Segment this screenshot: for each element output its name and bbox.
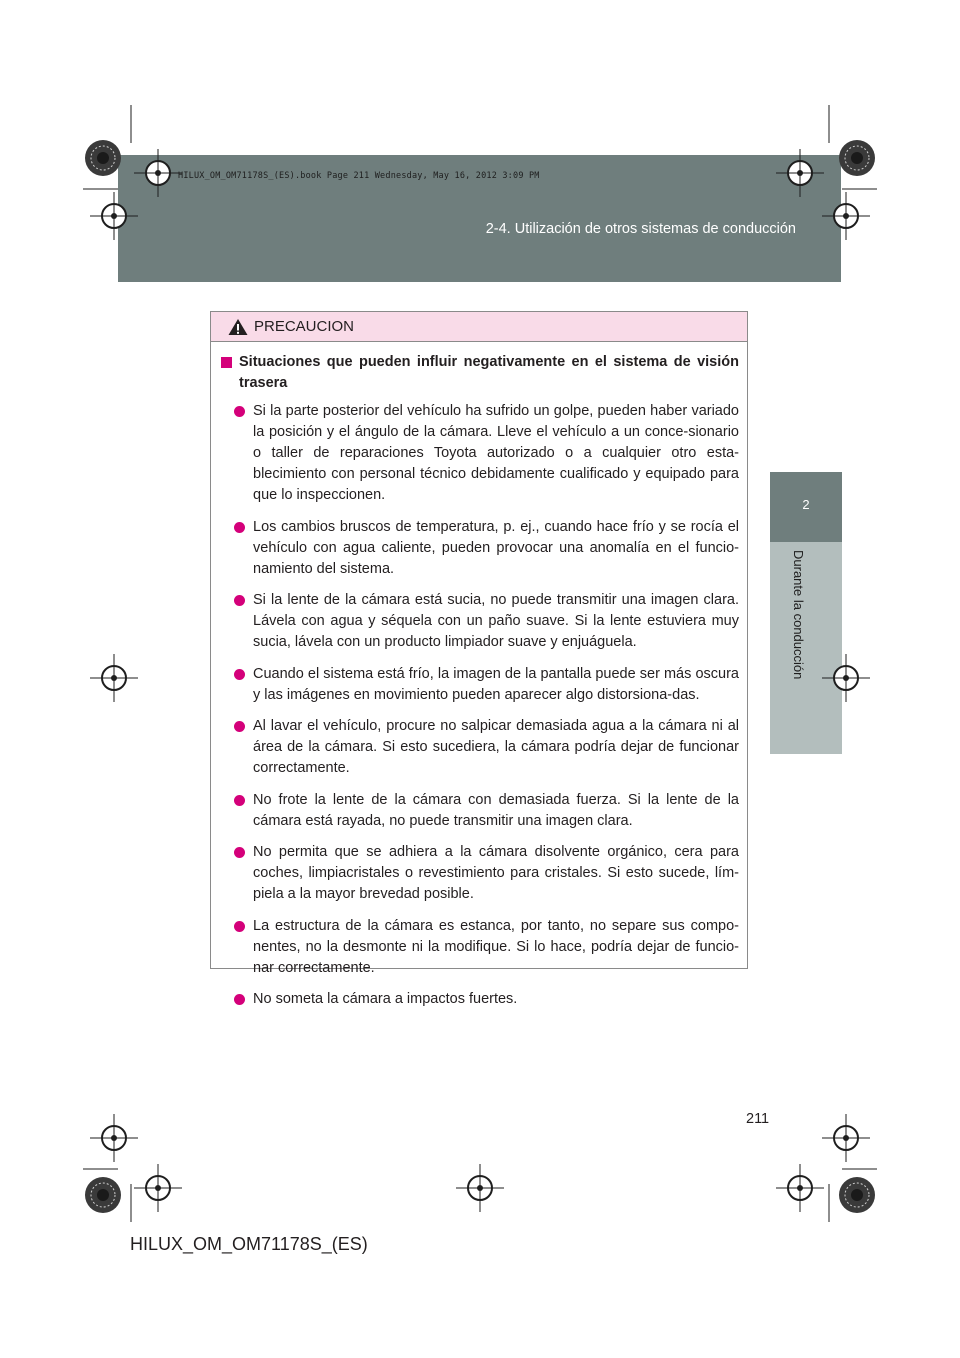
list-item (221, 716, 739, 779)
bullet-dot-icon (234, 721, 245, 732)
section-title: 2-4. Utilización de otros sistemas de conducción (485, 221, 796, 237)
color-calibration-wheel-icon (83, 1175, 123, 1215)
registration-target-icon (776, 149, 824, 197)
document-code: HILUX_OM_OM71178S_(ES) (130, 1234, 368, 1254)
registration-target-icon (822, 1114, 870, 1162)
caution-list (221, 401, 739, 1010)
bullet-dot-icon (234, 795, 245, 806)
registration-target-icon (90, 192, 138, 240)
list-item-text: No frote la lente de la cámara con demasiada fuerza. Si la lente de la cámara está rayada, no puede transmitir una imagen clara. (253, 791, 739, 829)
registration-target-icon (822, 654, 870, 702)
color-calibration-wheel-icon (837, 138, 877, 178)
caution-title: PRECAUCION (254, 318, 355, 335)
list-item-text: Al lavar el vehículo, procure no salpicar demasiada agua a la cámara ni al área de la cámara. Si esto sucediera, la cámara podría dejar de funcionar correctamente. (253, 718, 739, 776)
list-item (221, 401, 739, 506)
list-item-text: Los cambios bruscos de temperatura, p. ej., cuando hace frío y se rocía el vehículo con agua caliente, pueden provocar una anomalía en el funcio-namiento del sistema. (253, 518, 739, 577)
chapter-number: 2 (802, 497, 810, 512)
chapter-tab (770, 472, 842, 542)
condition-heading (221, 352, 739, 394)
list-item (221, 989, 739, 1010)
caution-box (210, 311, 748, 1007)
color-calibration-wheel-icon (837, 1175, 877, 1215)
list-item-text: Si la lente de la cámara está sucia, no puede transmitir una imagen clara. Lávela con agua y séquela con un paño suave. Si la lente estuviera muy sucia, lávela con un producto limpiador suave y enjuáguela. (253, 592, 739, 650)
bullet-dot-icon (234, 921, 245, 932)
warning-triangle-icon (228, 318, 248, 336)
list-item-text: No someta la cámara a impactos fuertes. (253, 991, 518, 1007)
bullet-dot-icon (234, 994, 245, 1005)
bullet-dot-icon (234, 522, 245, 533)
list-item (221, 842, 739, 905)
color-calibration-wheel-icon (83, 138, 123, 178)
registration-target-icon (134, 1164, 182, 1212)
bullet-dot-icon (234, 847, 245, 858)
registration-target-icon (776, 1164, 824, 1212)
list-item (221, 590, 739, 653)
list-item-text: Cuando el sistema está frío, la imagen de la pantalla puede ser más oscura y las imágenes en movimiento pueden aparecer algo distorsiona-das. (253, 665, 739, 703)
list-item (221, 790, 739, 832)
page-number: 211 (746, 1111, 770, 1127)
chapter-label: Durante la conducción (791, 550, 806, 680)
bullet-dot-icon (234, 595, 245, 606)
file-stamp: HILUX_OM_OM71178S_(ES).book Page 211 Wednesday, May 16, 2012 3:09 PM (178, 171, 540, 181)
bullet-dot-icon (234, 669, 245, 680)
chapter-strip (770, 542, 842, 754)
registration-target-icon (822, 192, 870, 240)
square-bullet-icon (221, 357, 232, 368)
caution-body (211, 342, 747, 1010)
list-item-text: Si la parte posterior del vehículo ha sufrido un golpe, pueden haber variado la posición y el ángulo de la cámara. Lleve el vehículo a un conce-sionario o taller de reparaciones Toyota autorizado o a cualquier otro esta-blecimiento con personal técnico debidamente cualificado y equipado para que lo inspeccionen. (253, 403, 739, 503)
condition-heading-text: Situaciones que pueden influir negativamente en el sistema de visión trasera (239, 354, 739, 391)
list-item-text: La estructura de la cámara es estanca, por tanto, no separe sus compo-nentes, no la desmonte ni la modifique. Si lo hace, podría dejar de funcio-nar correctamente. (253, 917, 739, 976)
list-item (221, 664, 739, 706)
bullet-dot-icon (234, 406, 245, 417)
list-item-text: No permita que se adhiera a la cámara disolvente orgánico, cera para coches, limpiacristales o revestimiento para cristales. Si esto sucede, lím-piela a la mayor brevedad posible. (253, 844, 739, 902)
registration-target-icon (456, 1164, 504, 1212)
list-item (221, 916, 739, 979)
caution-header (211, 312, 747, 342)
registration-target-icon (134, 149, 182, 197)
registration-target-icon (90, 1114, 138, 1162)
list-item (221, 517, 739, 580)
registration-target-icon (90, 654, 138, 702)
